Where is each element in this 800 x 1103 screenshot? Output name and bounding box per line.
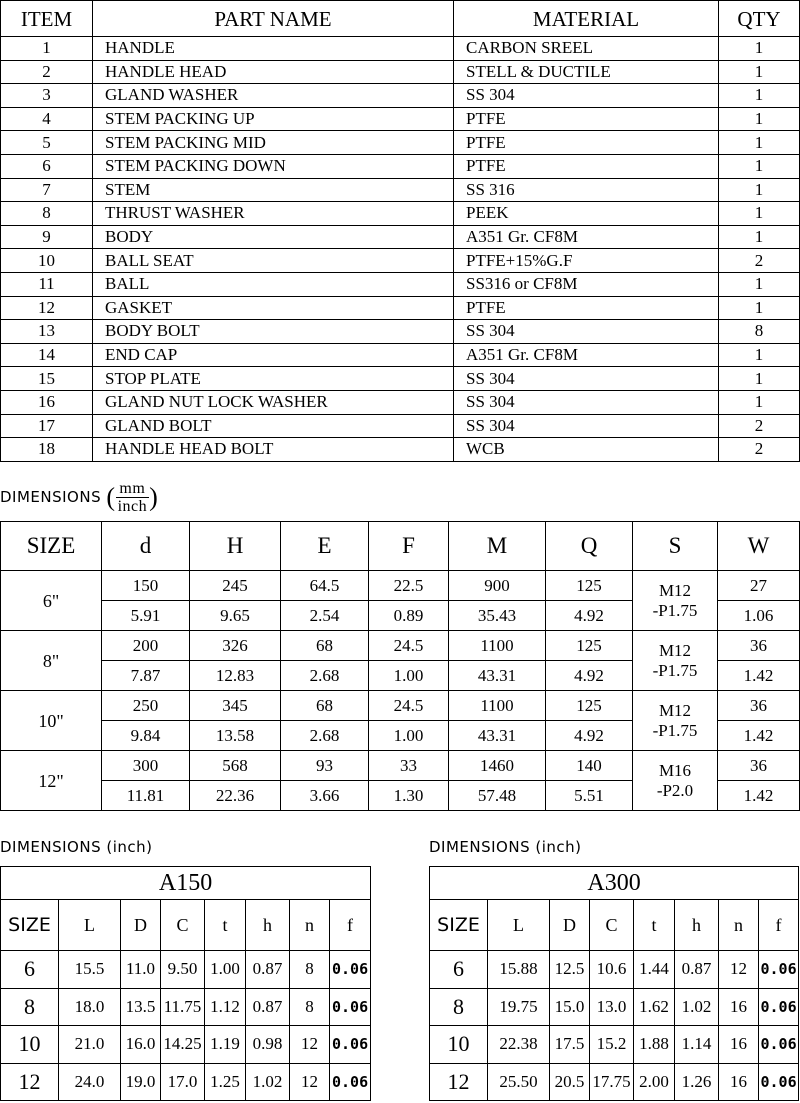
header-d: d	[102, 522, 190, 571]
parts-header-row	[1, 1, 800, 37]
parts-row	[1, 367, 800, 391]
part-name: BALL SEAT	[93, 249, 454, 273]
a150-f-cell: 0.06	[330, 1026, 371, 1064]
parts-row	[1, 343, 800, 367]
header-e: E	[281, 522, 369, 571]
part-name: BALL	[93, 272, 454, 296]
open-paren: (	[106, 482, 116, 512]
a300-size-cell: 12	[430, 1063, 488, 1101]
a150-header-row	[1, 900, 371, 951]
s-line-1: M12	[658, 700, 692, 720]
d-mm-cell: 250	[102, 691, 190, 721]
m-inch-cell: 43.31	[449, 721, 546, 751]
e-inch-cell: 2.68	[281, 721, 369, 751]
a150-n-cell: 12	[290, 1063, 330, 1101]
dimension-row-mm	[1, 751, 800, 781]
parts-row	[1, 296, 800, 320]
e-mm-cell: 93	[281, 751, 369, 781]
a300-f-cell: 0.06	[759, 988, 799, 1026]
s-line-1: M12	[658, 580, 692, 600]
s-line-1: M16	[658, 760, 692, 780]
a150-l-cell: 24.0	[59, 1063, 121, 1101]
parts-row	[1, 249, 800, 273]
a150-header-h: h	[246, 900, 290, 951]
a300-f-cell: 0.06	[759, 1063, 799, 1101]
a150-header-t: t	[205, 900, 246, 951]
f-inch-cell: 0.89	[369, 601, 449, 631]
a300-header-d: D	[550, 900, 590, 951]
a300-row	[430, 1026, 799, 1064]
a300-c-cell: 15.2	[590, 1026, 634, 1064]
item-number: 9	[1, 225, 93, 249]
part-name: HANDLE HEAD	[93, 60, 454, 84]
material: SS 304	[454, 320, 719, 344]
m-mm-cell: 900	[449, 571, 546, 601]
a300-n-cell: 16	[719, 1026, 759, 1064]
part-name: BODY BOLT	[93, 320, 454, 344]
qty: 1	[719, 202, 800, 226]
q-inch-cell: 4.92	[546, 601, 633, 631]
item-number: 2	[1, 60, 93, 84]
header-m: M	[449, 522, 546, 571]
material: PTFE	[454, 107, 719, 131]
close-paren: )	[149, 482, 159, 512]
q-mm-cell: 125	[546, 571, 633, 601]
a300-row	[430, 1063, 799, 1101]
a150-header-f: f	[330, 900, 371, 951]
a150-d-cell: 13.5	[121, 988, 161, 1026]
a300-h-cell: 1.02	[675, 988, 719, 1026]
q-mm-cell: 125	[546, 691, 633, 721]
qty: 1	[719, 131, 800, 155]
a150-d-cell: 19.0	[121, 1063, 161, 1101]
a150-l-cell: 21.0	[59, 1026, 121, 1064]
parts-row	[1, 84, 800, 108]
dimensions-header-row	[1, 522, 800, 571]
item-number: 1	[1, 37, 93, 61]
a150-n-cell: 12	[290, 1026, 330, 1064]
part-name: GLAND NUT LOCK WASHER	[93, 390, 454, 414]
h-inch-cell: 12.83	[190, 661, 281, 691]
m-mm-cell: 1460	[449, 751, 546, 781]
a300-l-cell: 25.50	[488, 1063, 550, 1101]
m-inch-cell: 57.48	[449, 781, 546, 811]
header-qty: QTY	[719, 1, 800, 37]
qty: 1	[719, 296, 800, 320]
a150-c-cell: 11.75	[161, 988, 205, 1026]
parts-table	[0, 0, 800, 462]
a150-header-d: D	[121, 900, 161, 951]
a150-t-cell: 1.00	[205, 951, 246, 989]
f-mm-cell: 22.5	[369, 571, 449, 601]
s-cell	[633, 631, 718, 691]
unit-bottom: inch	[117, 498, 148, 515]
w-inch-cell: 1.42	[718, 661, 800, 691]
a300-c-cell: 13.0	[590, 988, 634, 1026]
a300-table	[429, 866, 799, 1101]
header-size: SIZE	[1, 522, 102, 571]
item-number: 15	[1, 367, 93, 391]
material: STELL & DUCTILE	[454, 60, 719, 84]
material: A351 Gr. CF8M	[454, 343, 719, 367]
part-name: END CAP	[93, 343, 454, 367]
qty: 8	[719, 320, 800, 344]
qty: 1	[719, 84, 800, 108]
a150-t-cell: 1.12	[205, 988, 246, 1026]
a300-size-cell: 8	[430, 988, 488, 1026]
size-cell: 6"	[1, 571, 102, 631]
m-inch-cell: 35.43	[449, 601, 546, 631]
header-item: ITEM	[1, 1, 93, 37]
a300-header-row	[430, 900, 799, 951]
item-number: 17	[1, 414, 93, 438]
f-mm-cell: 33	[369, 751, 449, 781]
dimension-row-mm	[1, 571, 800, 601]
w-inch-cell: 1.42	[718, 781, 800, 811]
a300-l-cell: 15.88	[488, 951, 550, 989]
unit-fraction	[116, 480, 150, 515]
qty: 1	[719, 154, 800, 178]
d-inch-cell: 7.87	[102, 661, 190, 691]
e-mm-cell: 68	[281, 631, 369, 661]
size-cell: 12"	[1, 751, 102, 811]
item-number: 5	[1, 131, 93, 155]
parts-row	[1, 178, 800, 202]
f-mm-cell: 24.5	[369, 691, 449, 721]
dimension-row-mm	[1, 691, 800, 721]
a300-header-c: C	[590, 900, 634, 951]
qty: 1	[719, 272, 800, 296]
material: SS 304	[454, 84, 719, 108]
qty: 2	[719, 438, 800, 462]
a150-header-n: n	[290, 900, 330, 951]
part-name: HANDLE	[93, 37, 454, 61]
a150-d-cell: 11.0	[121, 951, 161, 989]
w-mm-cell: 27	[718, 571, 800, 601]
q-inch-cell: 4.92	[546, 661, 633, 691]
item-number: 4	[1, 107, 93, 131]
a300-header-f: f	[759, 900, 799, 951]
a150-header-l: L	[59, 900, 121, 951]
a150-h-cell: 0.98	[246, 1026, 290, 1064]
s-cell	[633, 691, 718, 751]
part-name: STOP PLATE	[93, 367, 454, 391]
item-number: 14	[1, 343, 93, 367]
q-inch-cell: 4.92	[546, 721, 633, 751]
part-name: GLAND BOLT	[93, 414, 454, 438]
a300-n-cell: 16	[719, 988, 759, 1026]
a150-h-cell: 0.87	[246, 988, 290, 1026]
a150-f-cell: 0.06	[330, 1063, 371, 1101]
a150-f-cell: 0.06	[330, 951, 371, 989]
q-mm-cell: 140	[546, 751, 633, 781]
parts-row	[1, 320, 800, 344]
a300-header-t: t	[634, 900, 675, 951]
a150-t-cell: 1.19	[205, 1026, 246, 1064]
a300-row	[430, 951, 799, 989]
a300-t-cell: 1.62	[634, 988, 675, 1026]
part-name: STEM PACKING UP	[93, 107, 454, 131]
a150-h-cell: 0.87	[246, 951, 290, 989]
qty: 1	[719, 178, 800, 202]
a300-h-cell: 1.26	[675, 1063, 719, 1101]
a150-f-cell: 0.06	[330, 988, 371, 1026]
a300-label: DIMENSIONS (inch)	[429, 838, 582, 856]
material: A351 Gr. CF8M	[454, 225, 719, 249]
s-line-1: M12	[658, 640, 692, 660]
a300-f-cell: 0.06	[759, 951, 799, 989]
material: PTFE	[454, 131, 719, 155]
a300-d-cell: 12.5	[550, 951, 590, 989]
h-mm-cell: 245	[190, 571, 281, 601]
a150-t-cell: 1.25	[205, 1063, 246, 1101]
a300-header-h: h	[675, 900, 719, 951]
a300-t-cell: 2.00	[634, 1063, 675, 1101]
a150-l-cell: 18.0	[59, 988, 121, 1026]
a150-row	[1, 951, 371, 989]
parts-row	[1, 272, 800, 296]
s-cell	[633, 571, 718, 631]
a300-n-cell: 12	[719, 951, 759, 989]
part-name: HANDLE HEAD BOLT	[93, 438, 454, 462]
material: PEEK	[454, 202, 719, 226]
part-name: STEM	[93, 178, 454, 202]
material: SS316 or CF8M	[454, 272, 719, 296]
a150-size-cell: 12	[1, 1063, 59, 1101]
a300-size-cell: 10	[430, 1026, 488, 1064]
a300-t-cell: 1.88	[634, 1026, 675, 1064]
item-number: 6	[1, 154, 93, 178]
qty: 1	[719, 343, 800, 367]
f-mm-cell: 24.5	[369, 631, 449, 661]
qty: 1	[719, 225, 800, 249]
material: PTFE	[454, 154, 719, 178]
a300-title: A300	[430, 867, 799, 900]
part-name: GASKET	[93, 296, 454, 320]
d-inch-cell: 9.84	[102, 721, 190, 751]
qty: 1	[719, 390, 800, 414]
a150-d-cell: 16.0	[121, 1026, 161, 1064]
h-mm-cell: 345	[190, 691, 281, 721]
material: WCB	[454, 438, 719, 462]
a150-l-cell: 15.5	[59, 951, 121, 989]
material: SS 304	[454, 414, 719, 438]
m-mm-cell: 1100	[449, 691, 546, 721]
parts-row	[1, 414, 800, 438]
w-inch-cell: 1.06	[718, 601, 800, 631]
w-mm-cell: 36	[718, 691, 800, 721]
dimensions-title	[0, 480, 158, 515]
a150-row	[1, 1063, 371, 1101]
part-name: STEM PACKING MID	[93, 131, 454, 155]
h-inch-cell: 22.36	[190, 781, 281, 811]
unit-top: mm	[116, 480, 150, 498]
a300-t-cell: 1.44	[634, 951, 675, 989]
qty: 2	[719, 249, 800, 273]
a150-n-cell: 8	[290, 951, 330, 989]
a300-c-cell: 17.75	[590, 1063, 634, 1101]
item-number: 11	[1, 272, 93, 296]
a300-l-cell: 19.75	[488, 988, 550, 1026]
f-inch-cell: 1.00	[369, 721, 449, 751]
e-mm-cell: 64.5	[281, 571, 369, 601]
m-inch-cell: 43.31	[449, 661, 546, 691]
m-mm-cell: 1100	[449, 631, 546, 661]
a150-header-c: C	[161, 900, 205, 951]
item-number: 3	[1, 84, 93, 108]
d-mm-cell: 150	[102, 571, 190, 601]
a150-n-cell: 8	[290, 988, 330, 1026]
s-cell	[633, 751, 718, 811]
parts-row	[1, 107, 800, 131]
e-inch-cell: 2.54	[281, 601, 369, 631]
s-line-2: -P2.0	[656, 780, 694, 800]
parts-row	[1, 390, 800, 414]
a300-header-n: n	[719, 900, 759, 951]
parts-row	[1, 60, 800, 84]
parts-row	[1, 438, 800, 462]
parts-row	[1, 131, 800, 155]
material: CARBON SREEL	[454, 37, 719, 61]
part-name: STEM PACKING DOWN	[93, 154, 454, 178]
d-mm-cell: 300	[102, 751, 190, 781]
a150-c-cell: 9.50	[161, 951, 205, 989]
qty: 1	[719, 37, 800, 61]
a300-size-cell: 6	[430, 951, 488, 989]
a300-title-row	[430, 867, 799, 900]
q-mm-cell: 125	[546, 631, 633, 661]
a150-title: A150	[1, 867, 371, 900]
a300-c-cell: 10.6	[590, 951, 634, 989]
s-line-2: -P1.75	[652, 600, 698, 620]
a300-l-cell: 22.38	[488, 1026, 550, 1064]
h-mm-cell: 568	[190, 751, 281, 781]
header-material: MATERIAL	[454, 1, 719, 37]
a150-size-cell: 6	[1, 951, 59, 989]
h-inch-cell: 9.65	[190, 601, 281, 631]
qty: 1	[719, 367, 800, 391]
d-inch-cell: 11.81	[102, 781, 190, 811]
a300-n-cell: 16	[719, 1063, 759, 1101]
parts-row	[1, 225, 800, 249]
f-inch-cell: 1.00	[369, 661, 449, 691]
a150-size-cell: 10	[1, 1026, 59, 1064]
s-line-2: -P1.75	[652, 720, 698, 740]
material: PTFE	[454, 296, 719, 320]
parts-row	[1, 202, 800, 226]
q-inch-cell: 5.51	[546, 781, 633, 811]
qty: 1	[719, 107, 800, 131]
header-h: H	[190, 522, 281, 571]
a300-d-cell: 17.5	[550, 1026, 590, 1064]
a150-h-cell: 1.02	[246, 1063, 290, 1101]
qty: 1	[719, 60, 800, 84]
header-w: W	[718, 522, 800, 571]
size-cell: 10"	[1, 691, 102, 751]
item-number: 8	[1, 202, 93, 226]
a150-size-cell: 8	[1, 988, 59, 1026]
s-line-2: -P1.75	[652, 660, 698, 680]
d-mm-cell: 200	[102, 631, 190, 661]
item-number: 18	[1, 438, 93, 462]
a150-header-size: SIZE	[1, 900, 59, 951]
header-part-name: PART NAME	[93, 1, 454, 37]
a300-header-size: SIZE	[430, 900, 488, 951]
d-inch-cell: 5.91	[102, 601, 190, 631]
a300-row	[430, 988, 799, 1026]
f-inch-cell: 1.30	[369, 781, 449, 811]
item-number: 7	[1, 178, 93, 202]
item-number: 10	[1, 249, 93, 273]
a150-label: DIMENSIONS (inch)	[0, 838, 153, 856]
parts-row	[1, 37, 800, 61]
material: SS 304	[454, 367, 719, 391]
dimensions-table	[0, 521, 800, 811]
header-s: S	[633, 522, 718, 571]
item-number: 13	[1, 320, 93, 344]
item-number: 16	[1, 390, 93, 414]
a300-d-cell: 20.5	[550, 1063, 590, 1101]
a300-d-cell: 15.0	[550, 988, 590, 1026]
w-inch-cell: 1.42	[718, 721, 800, 751]
a150-row	[1, 1026, 371, 1064]
a300-header-l: L	[488, 900, 550, 951]
h-mm-cell: 326	[190, 631, 281, 661]
header-f: F	[369, 522, 449, 571]
a150-table	[0, 866, 371, 1101]
parts-row	[1, 154, 800, 178]
w-mm-cell: 36	[718, 631, 800, 661]
material: PTFE+15%G.F	[454, 249, 719, 273]
a150-row	[1, 988, 371, 1026]
a300-f-cell: 0.06	[759, 1026, 799, 1064]
header-q: Q	[546, 522, 633, 571]
a150-c-cell: 17.0	[161, 1063, 205, 1101]
e-mm-cell: 68	[281, 691, 369, 721]
dimension-row-mm	[1, 631, 800, 661]
part-name: BODY	[93, 225, 454, 249]
a300-h-cell: 0.87	[675, 951, 719, 989]
e-inch-cell: 3.66	[281, 781, 369, 811]
part-name: GLAND WASHER	[93, 84, 454, 108]
item-number: 12	[1, 296, 93, 320]
material: SS 316	[454, 178, 719, 202]
size-cell: 8"	[1, 631, 102, 691]
material: SS 304	[454, 390, 719, 414]
e-inch-cell: 2.68	[281, 661, 369, 691]
a150-c-cell: 14.25	[161, 1026, 205, 1064]
h-inch-cell: 13.58	[190, 721, 281, 751]
part-name: THRUST WASHER	[93, 202, 454, 226]
a150-title-row	[1, 867, 371, 900]
dimensions-title-text: DIMENSIONS	[0, 488, 102, 506]
a300-h-cell: 1.14	[675, 1026, 719, 1064]
w-mm-cell: 36	[718, 751, 800, 781]
qty: 2	[719, 414, 800, 438]
